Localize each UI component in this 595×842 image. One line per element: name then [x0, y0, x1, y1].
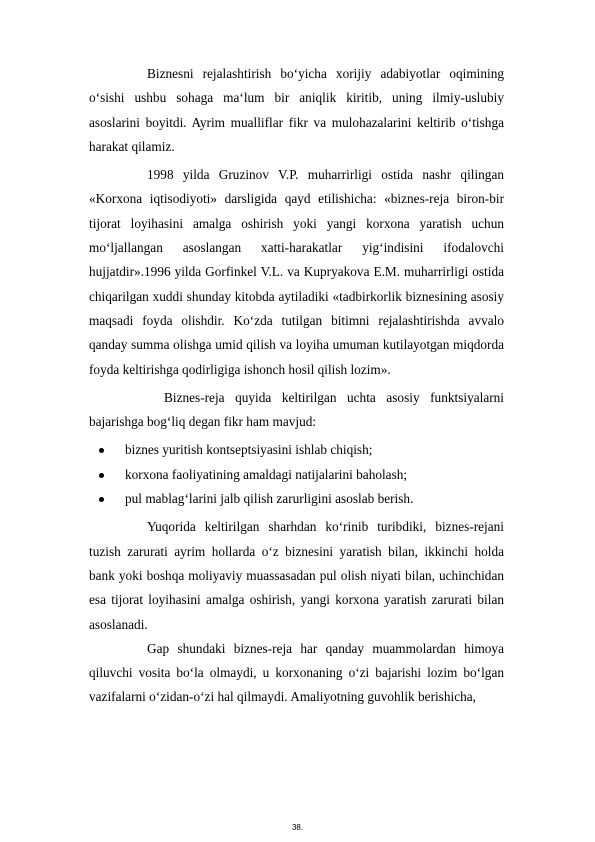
list-item: [89, 463, 504, 487]
paragraph-commentary: Yuqorida keltirilgan sharhdan ko‘rinib turibdiki, biznes-rejani tuzish zarurati ayrim hollarda o‘z biznesini yaratish bilan, ikkinchi holda bank yoki boshqa moliyaviy muassasadan pul olish niyati bilan, uchinchidan esa tijorat loyihasini amalga oshirish, yangi korxona yaratish zarurati bilan asoslanadi.: [89, 519, 504, 632]
paragraph-intro: Biznesni rejalashtirish bo‘yicha xorijiy adabiyotlar oqimining o‘sishi ushbu sohaga ma‘lum bir aniqlik kiritib, uning ilmiy-uslubiy asoslarini boyitdi. Ayrim mualliflar fikr va mulohazalarini keltirib o‘tishga harakat qilamiz.: [89, 66, 504, 154]
paragraph-functions-intro: Biznes-reja quyida keltirilgan uchta asosiy funktsiyalarni bajarishga bog‘liq degan fikr ham mavjud:: [89, 389, 504, 430]
list-item-text: pul mablag‘larini jalb qilish zarurligini asoslab berish.: [125, 491, 414, 507]
bullet-icon: [99, 473, 104, 478]
functions-list: [89, 438, 504, 511]
paragraph-definitions: 1998 yilda Gruzinov V.P. muharrirligi ostida nashr qilingan «Korxona iqtisodiyoti» darsligida qayd etilishicha: «biznes-reja biron-bir tijorat loyihasini amalga oshirish yoki yangi korxona yaratish uchun mo‘ljallangan asoslangan xatti-harakatlar yig‘indisini ifodalovchi hujjatdir».1996 yilda Gorfinkel V.L. va Kupryakova E.M. muharrirligi ostida chiqarilgan xuddi shunday kitobda aytiladiki «tadbirkorlik biznesining asosiy maqsadi foyda olishdir. Ko‘zda tutilgan bitimni rejalashtirishda avvalo qanday summa olishga umid qilish va loyiha umuman kutilayotgan miqdorda foyda keltirishga qodirligiga ishonch hosil qilish lozim».: [89, 167, 504, 377]
list-item: [89, 487, 504, 511]
bullet-icon: [99, 497, 104, 502]
list-item-text: korxona faoliyatining amaldagi natijalarini baholash;: [125, 466, 408, 482]
list-item-text: biznes yuritish kontseptsiyasini ishlab chiqish;: [125, 442, 373, 458]
paragraph-conclusion: Gap shundaki biznes-reja har qanday muammolardan himoya qiluvchi vosita bo‘la olmaydi, u korxonaning o‘zi bajarishi lozim bo‘lgan vazifalarni o‘zidan-o‘zi hal qilmaydi. Amaliyotning guvohlik berishicha,: [89, 640, 504, 705]
bullet-icon: [99, 448, 104, 453]
list-item: [89, 438, 504, 462]
document-page: [89, 62, 504, 710]
page-number: 38.: [291, 823, 304, 832]
